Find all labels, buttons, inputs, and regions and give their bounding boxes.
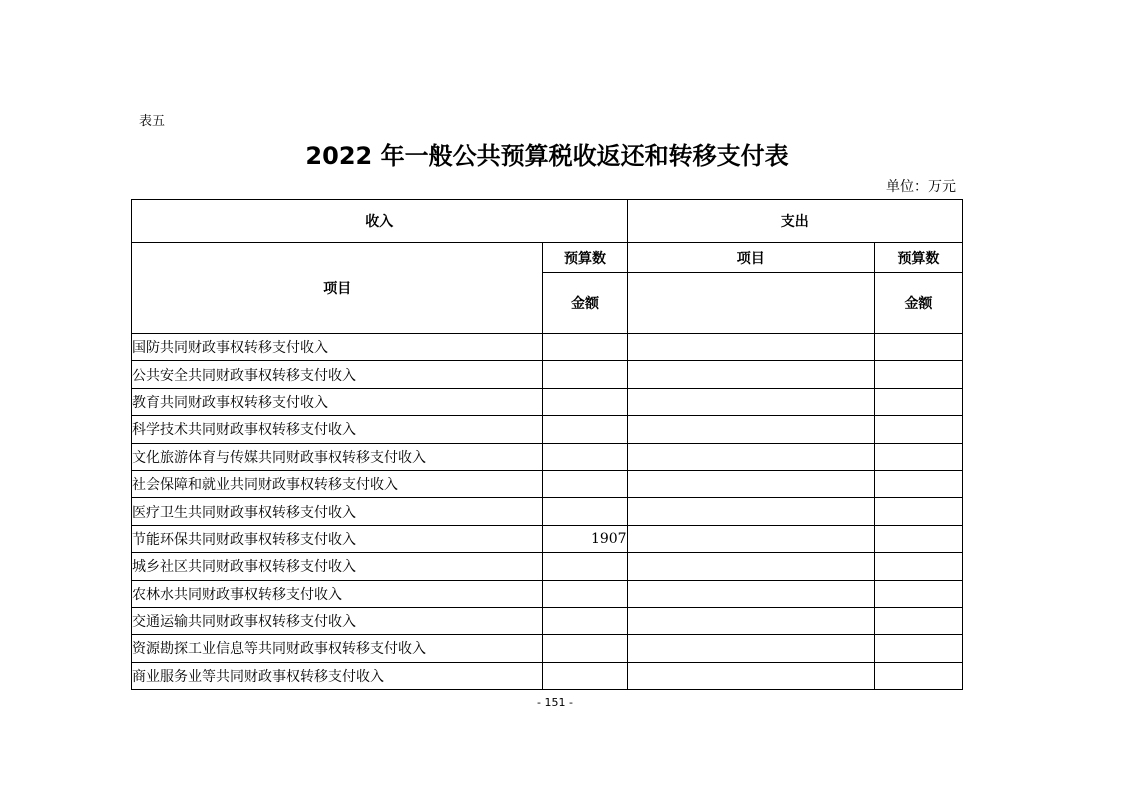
- income-item-cell: 教育共同财政事权转移支付收入: [132, 388, 543, 415]
- table-row: [132, 361, 963, 388]
- expense-amount-cell: [874, 607, 962, 634]
- unit-label: 单位：万元: [886, 179, 956, 195]
- income-item-cell: 农林水共同财政事权转移支付收入: [132, 580, 543, 607]
- expense-header: 支出: [627, 200, 962, 243]
- table-row: [132, 635, 963, 662]
- table-row: [132, 388, 963, 415]
- expense-amount-cell: [874, 553, 962, 580]
- income-item-cell: 节能环保共同财政事权转移支付收入: [132, 525, 543, 552]
- expense-item-cell: [627, 334, 874, 361]
- header-row-main: [132, 200, 963, 243]
- income-amount-header: 金额: [543, 273, 627, 334]
- page-title: 2022 年一般公共预算税收返还和转移支付表: [305, 142, 789, 170]
- expense-item-cell: [627, 470, 874, 497]
- expense-amount-header: 金额: [874, 273, 962, 334]
- expense-item-cell: [627, 525, 874, 552]
- expense-item-cell: [627, 553, 874, 580]
- table-row: [132, 553, 963, 580]
- table-row: [132, 580, 963, 607]
- expense-item-cell: [627, 388, 874, 415]
- income-item-cell: 科学技术共同财政事权转移支付收入: [132, 416, 543, 443]
- expense-amount-cell: [874, 470, 962, 497]
- expense-amount-cell: [874, 525, 962, 552]
- expense-amount-cell: [874, 662, 962, 689]
- table-row: [132, 525, 963, 552]
- expense-item-cell: [627, 361, 874, 388]
- income-item-cell: 交通运输共同财政事权转移支付收入: [132, 607, 543, 634]
- expense-amount-cell: [874, 580, 962, 607]
- budget-table: [131, 199, 963, 690]
- expense-item-cell: [627, 635, 874, 662]
- table-row: [132, 498, 963, 525]
- expense-budget-header: 预算数: [874, 243, 962, 273]
- income-budget-header: 预算数: [543, 243, 627, 273]
- income-header: 收入: [132, 200, 628, 243]
- expense-item-cell: [627, 607, 874, 634]
- table-row: [132, 662, 963, 689]
- income-item-cell: 城乡社区共同财政事权转移支付收入: [132, 553, 543, 580]
- income-amount-cell: [543, 635, 627, 662]
- table-row: [132, 443, 963, 470]
- expense-amount-cell: [874, 334, 962, 361]
- expense-amount-cell: [874, 498, 962, 525]
- income-item-cell: 国防共同财政事权转移支付收入: [132, 334, 543, 361]
- income-item-cell: 社会保障和就业共同财政事权转移支付收入: [132, 470, 543, 497]
- income-item-cell: 商业服务业等共同财政事权转移支付收入: [132, 662, 543, 689]
- expense-item-cell: [627, 498, 874, 525]
- expense-amount-cell: [874, 388, 962, 415]
- page-number: - 151 -: [537, 696, 573, 709]
- income-amount-cell: [543, 470, 627, 497]
- income-item-header: 项目: [132, 243, 543, 334]
- income-item-cell: 资源勘探工业信息等共同财政事权转移支付收入: [132, 635, 543, 662]
- income-amount-cell: [543, 498, 627, 525]
- expense-item-cell: [627, 662, 874, 689]
- income-amount-cell: [543, 443, 627, 470]
- income-amount-cell: [543, 416, 627, 443]
- income-amount-cell: [543, 334, 627, 361]
- expense-item-blank: [627, 273, 874, 334]
- income-amount-cell: [543, 607, 627, 634]
- expense-amount-cell: [874, 361, 962, 388]
- table-row: [132, 334, 963, 361]
- table-row: [132, 470, 963, 497]
- income-item-cell: 医疗卫生共同财政事权转移支付收入: [132, 498, 543, 525]
- expense-amount-cell: [874, 416, 962, 443]
- expense-item-header: 项目: [627, 243, 874, 273]
- expense-amount-cell: [874, 635, 962, 662]
- expense-amount-cell: [874, 443, 962, 470]
- income-amount-cell: [543, 388, 627, 415]
- income-amount-cell: [543, 662, 627, 689]
- table-label: 表五: [139, 114, 166, 129]
- income-item-cell: 文化旅游体育与传媒共同财政事权转移支付收入: [132, 443, 543, 470]
- table-row: [132, 416, 963, 443]
- expense-item-cell: [627, 580, 874, 607]
- expense-item-cell: [627, 443, 874, 470]
- income-amount-cell: [543, 553, 627, 580]
- header-row-sub: [132, 243, 963, 273]
- income-amount-cell: [543, 580, 627, 607]
- income-item-cell: 公共安全共同财政事权转移支付收入: [132, 361, 543, 388]
- table-row: [132, 607, 963, 634]
- income-amount-cell: 1907: [543, 525, 627, 552]
- income-amount-cell: [543, 361, 627, 388]
- expense-item-cell: [627, 416, 874, 443]
